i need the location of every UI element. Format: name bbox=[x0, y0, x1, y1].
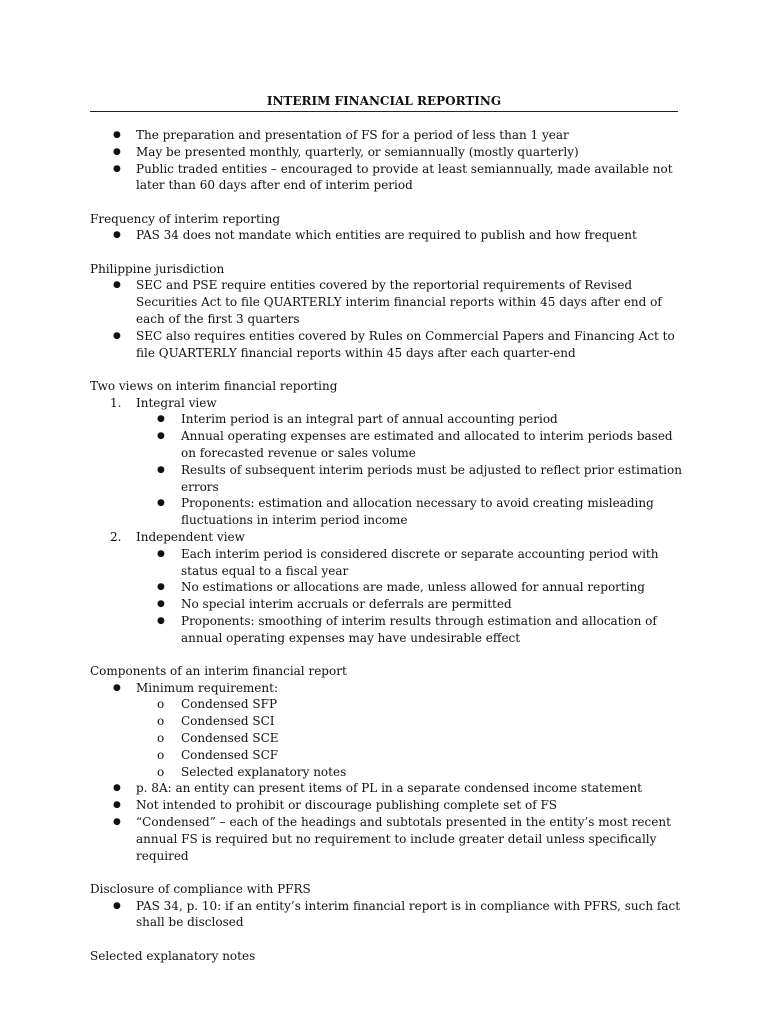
document-title: INTERIM FINANCIAL REPORTING bbox=[90, 93, 678, 112]
section-heading: Disclosure of compliance with PFRS bbox=[90, 881, 311, 896]
bullet-icon: ● bbox=[113, 783, 121, 794]
list-item: ● No special interim accruals or deferrals are permitted bbox=[157, 597, 512, 612]
document-body bbox=[90, 127, 690, 981]
section-heading: Frequency of interim reporting bbox=[90, 211, 281, 226]
section-heading: Selected explanatory notes bbox=[90, 948, 256, 963]
bullet-icon: ● bbox=[113, 800, 121, 811]
compliance-section bbox=[90, 881, 690, 931]
circle-bullet-icon: o bbox=[157, 714, 165, 729]
numbered-item-integral: 1. Integral view bbox=[110, 395, 217, 410]
list-item: ● Annual operating expenses are estimated and allocated to interim periods based on forecasted revenue or sales volume bbox=[157, 429, 673, 460]
sub-list-item: o Condensed SCF bbox=[157, 747, 279, 762]
list-item: ● Results of subsequent interim periods must be adjusted to reflect prior estimation errors bbox=[157, 462, 682, 494]
section-heading: Philippine jurisdiction bbox=[90, 261, 225, 276]
list-item: ● Proponents: estimation and allocation necessary to avoid creating misleading fluctuations in interim period income bbox=[157, 496, 654, 528]
circle-bullet-icon: o bbox=[157, 731, 165, 746]
notes-section bbox=[90, 948, 690, 965]
list-item: ● PAS 34, p. 10: if an entity’s interim financial report is in compliance with PFRS, such fact shall be disclosed bbox=[113, 898, 681, 930]
sub-list-item: o Condensed SCI bbox=[157, 714, 275, 729]
intro-section bbox=[90, 127, 690, 194]
list-item: ● No estimations or allocations are made, unless allowed for annual reporting bbox=[157, 580, 645, 595]
bullet-icon: ● bbox=[113, 817, 121, 828]
bullet-icon: ● bbox=[157, 582, 165, 593]
bullet-icon: ● bbox=[157, 548, 165, 559]
circle-bullet-icon: o bbox=[157, 747, 165, 762]
item-number: 2. bbox=[110, 529, 122, 544]
bullet-icon: ● bbox=[157, 464, 165, 475]
bullet-icon: ● bbox=[157, 498, 165, 509]
list-item: ● PAS 34 does not mandate which entities are required to publish and how frequent bbox=[113, 228, 637, 243]
bullet-icon: ● bbox=[113, 163, 121, 174]
circle-bullet-icon: o bbox=[157, 697, 165, 712]
intro-list bbox=[90, 127, 690, 194]
bullet-icon: ● bbox=[113, 682, 121, 693]
frequency-section bbox=[90, 211, 690, 245]
bullet-icon: ● bbox=[113, 230, 121, 241]
item-number: 1. bbox=[110, 395, 122, 410]
list-item: ● Minimum requirement: bbox=[113, 680, 278, 695]
list-item: ● SEC also requires entities covered by Rules on Commercial Papers and Financing Act to file QUARTERLY financial reports within 45 days after each quarter-end bbox=[113, 328, 675, 360]
list-item: ● “Condensed” – each of the headings and subtotals presented in the entity’s most recent annual FS is required but no requirement to include greater detail unless specifically required bbox=[113, 815, 671, 863]
jurisdiction-section bbox=[90, 261, 690, 362]
list-item: ● Proponents: smoothing of interim results through estimation and allocation of annual operating expenses may have undesirable effect bbox=[157, 613, 657, 645]
bullet-icon: ● bbox=[113, 280, 121, 291]
bullet-icon: ● bbox=[157, 615, 165, 626]
list-item: ● Interim period is an integral part of annual accounting period bbox=[157, 412, 558, 427]
circle-bullet-icon: o bbox=[157, 764, 165, 779]
section-heading: Components of an interim financial report bbox=[90, 663, 347, 678]
list-item: ● The preparation and presentation of FS for a period of less than 1 year bbox=[113, 128, 569, 142]
views-section bbox=[90, 378, 690, 647]
list-item: ● Not intended to prohibit or discourage publishing complete set of FS bbox=[113, 798, 558, 813]
bullet-icon: ● bbox=[113, 130, 121, 140]
sub-list-item: o Condensed SCE bbox=[157, 731, 279, 746]
bullet-icon: ● bbox=[157, 599, 165, 610]
bullet-icon: ● bbox=[113, 900, 121, 911]
bullet-icon: ● bbox=[113, 330, 121, 341]
numbered-item-independent: 2. Independent view bbox=[110, 529, 245, 544]
bullet-icon: ● bbox=[157, 414, 165, 425]
list-item: ● Public traded entities – encouraged to provide at least semiannually, made available not later than 60 days after end of interim period bbox=[113, 161, 673, 193]
bullet-icon: ● bbox=[157, 431, 165, 442]
components-section bbox=[90, 663, 690, 865]
list-item: ● May be presented monthly, quarterly, or semiannually (mostly quarterly) bbox=[113, 144, 579, 159]
section-heading: Two views on interim financial reporting bbox=[90, 378, 338, 393]
list-item: ● Each interim period is considered discrete or separate accounting period with status equal to a fiscal year bbox=[157, 546, 659, 578]
list-item: ● p. 8A: an entity can present items of PL in a separate condensed income statement bbox=[113, 781, 642, 796]
sub-list-item: o Condensed SFP bbox=[157, 697, 278, 712]
bullet-icon: ● bbox=[113, 146, 121, 157]
sub-list-item: o Selected explanatory notes bbox=[157, 764, 347, 779]
list-item: ● SEC and PSE require entities covered by the reportorial requirements of Revised Securities Act to file QUARTERLY interim financial reports within 45 days after end of each of the first 3 quarters bbox=[113, 278, 662, 326]
